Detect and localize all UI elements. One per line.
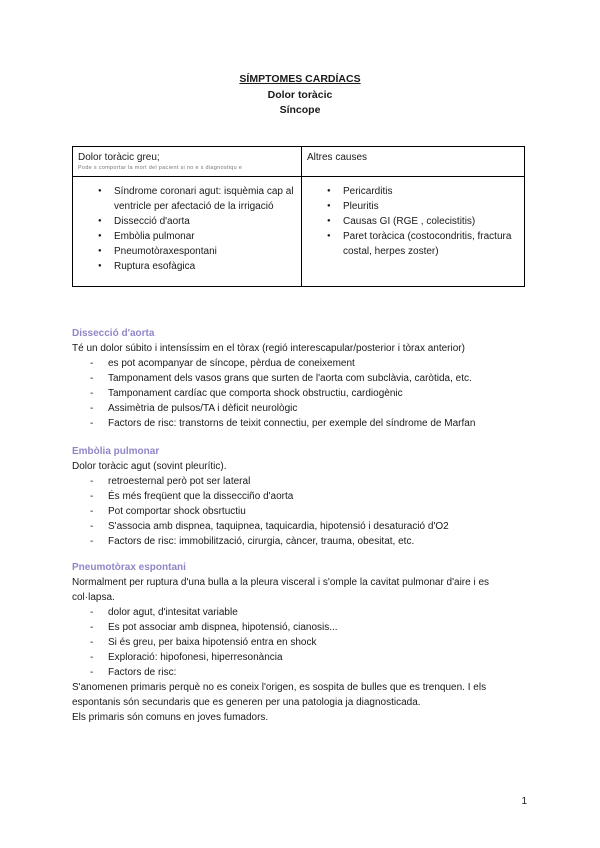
table-header-row — [73, 147, 525, 177]
other-causes-cell — [302, 177, 525, 287]
section-paragraph: Els primaris són comuns en joves fumadors. — [72, 712, 269, 723]
list-item: - Exploració: hipofonesi, hiperresonància — [72, 650, 532, 665]
header-other: Altres causes — [307, 152, 368, 163]
list-item: ● Paret toràcica (costocondritis, fractura costal, herpes zoster) — [307, 229, 519, 259]
section-heading: Pneumotòrax espontani — [72, 562, 186, 573]
other-causes-list — [307, 184, 519, 259]
list-item: - Pot comportar shock obsrtuctiu — [72, 504, 532, 519]
severe-causes-list — [78, 184, 296, 274]
list-item: - Es pot associar amb dispnea, hipotensió, cianosis... — [72, 620, 532, 635]
header-cell-severe — [73, 147, 302, 177]
section-intro: Té un dolor súbito i intensíssim en el tòrax (regió interescapular/posterior i tòrax anterior) — [72, 343, 465, 354]
list-item: ● Síndrome coronari agut: isquèmia cap al ventricle per afectació de la irrigació — [78, 184, 296, 214]
section-intro: Normalment per ruptura d'una bulla a la pleura visceral i s'omple la cavitat pulmonar d'aire i es col·lapsa. — [72, 577, 490, 603]
section-paragraph: S'anomenen primaris perquè no es coneix l'origen, es sospita de bulles que es trenquen. I els espontanis són secundaris que es generen per una patologia ja diagnosticada. — [72, 682, 487, 708]
list-item: ● Pleuritis — [307, 199, 519, 214]
section-heading: Dissecció d'aorta — [72, 328, 155, 339]
list-item: - S'associa amb dispnea, taquipnea, taquicardia, hipotensió i desaturació d'O2 — [72, 519, 532, 534]
list-item: - És més freqüent que la dissecciño d'aorta — [72, 489, 532, 504]
severe-causes-cell — [73, 177, 302, 287]
list-item: ● Dissecció d'aorta — [78, 214, 296, 229]
section-intro: Dolor toràcic agut (sovint pleurític). — [72, 461, 227, 472]
header-severe: Dolor toràcic greu; — [78, 152, 160, 163]
table-body-row — [73, 177, 525, 287]
list-item: - retroesternal però pot ser lateral — [72, 474, 532, 489]
list-item: ● Pericarditis — [307, 184, 519, 199]
section-pneumothorax — [72, 560, 532, 725]
page-number: 1 — [521, 796, 527, 807]
subtitle-chest-pain: Dolor toràcic — [267, 88, 333, 101]
list-item: ● Embòlia pulmonar — [78, 229, 296, 244]
list-item: - dolor agut, d'intesitat variable — [72, 605, 532, 620]
section-list — [72, 356, 532, 431]
title-block — [0, 72, 600, 119]
list-item: ● Ruptura esofàgica — [78, 259, 296, 274]
section-list — [72, 605, 532, 680]
header-cell-other — [302, 147, 525, 177]
list-item: - Factors de risc: — [72, 665, 532, 680]
list-item: - Tamponament dels vasos grans que surten de l'aorta com subclàvia, caròtida, etc. — [72, 371, 532, 386]
list-item: - Factors de risc: transtorns de teixit connectiu, per exemple del síndrome de Marfan — [72, 416, 532, 431]
causes-table — [72, 146, 525, 287]
section-heading: Embòlia pulmonar — [72, 446, 160, 457]
list-item: - Tamponament cardíac que comporta shock obstructiu, cardiogènic — [72, 386, 532, 401]
list-item: - es pot acompanyar de síncope, pèrdua de coneixement — [72, 356, 532, 371]
list-item: ● Pneumotòraxespontani — [78, 244, 296, 259]
main-title: SÍMPTOMES CARDÍACS — [239, 73, 361, 85]
header-severe-note: Pode s comportar la mort del pacient si no e s diagnostiqu e — [78, 165, 243, 171]
subtitle-syncope: Síncope — [279, 104, 321, 116]
list-item: - Factors de risc: immobilització, cirurgia, càncer, trauma, obesitat, etc. — [72, 534, 532, 549]
section-pulmonary-embolism — [72, 444, 532, 549]
section-list — [72, 474, 532, 549]
list-item: - Assimètria de pulsos/TA i dèficit neurològic — [72, 401, 532, 416]
list-item: - Si és greu, per baixa hipotensió entra en shock — [72, 635, 532, 650]
section-aortic-dissection — [72, 326, 532, 431]
list-item: ● Causas GI (RGE , colecistitis) — [307, 214, 519, 229]
